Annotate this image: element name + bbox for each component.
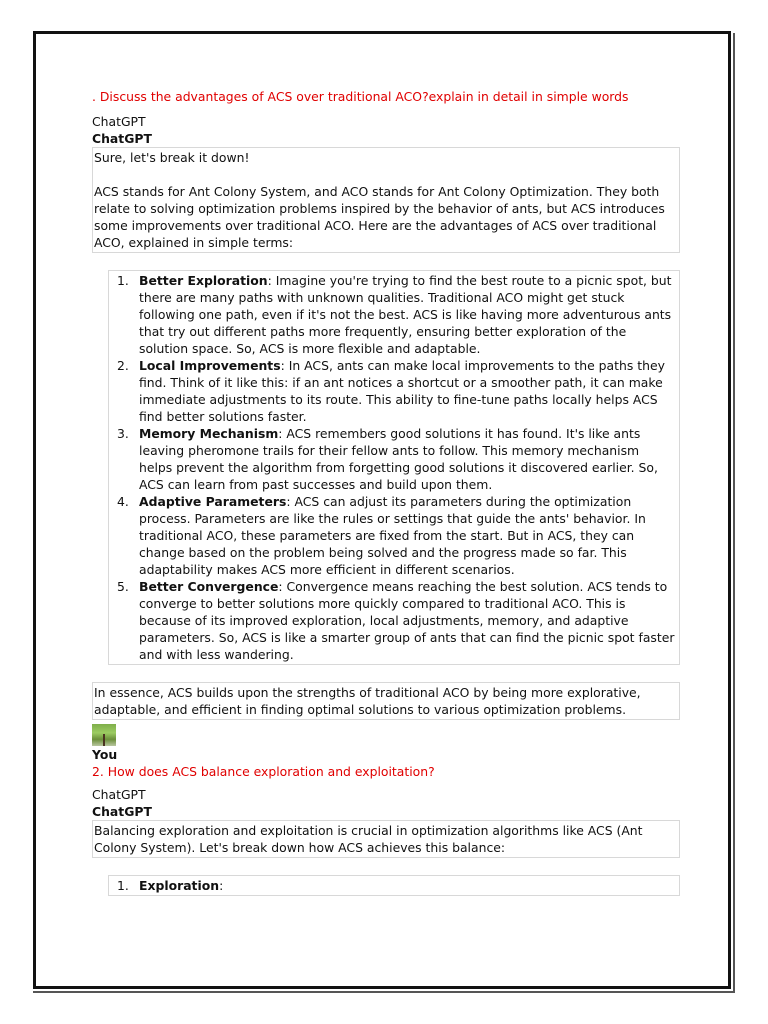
list-item-text: : ACS can adjust its parameters during the optimization process. Parameters are like the rules or settings that guide the ants' behavior. In traditional ACO, these parameters are fixed from the start. But in ACS, they can change based on the problem being solved and the progress made so far. This adaptability makes ACS more efficient in different scenarios. xyxy=(139,494,646,577)
page-shadow-bottom xyxy=(33,991,735,993)
question-2: 2. How does ACS balance exploration and exploitation? xyxy=(92,764,435,779)
list-item-text: : Imagine you're trying to find the best route to a picnic spot, but there are many paths with unknown qualities. Traditional ACO might get stuck following one path, even if it's not the best. ACS is like having more adventurous ants that try out different paths more frequently, ensuring better exploration of the solution space. So, ACS is more flexible and adaptable. xyxy=(139,273,672,356)
list-number: 3. xyxy=(117,426,129,441)
balance-list-box xyxy=(108,875,680,896)
chatgpt-label-plain: ChatGPT xyxy=(92,114,146,129)
list-item xyxy=(109,493,676,578)
list-item-title: Exploration xyxy=(139,878,220,893)
list-item-text: : Convergence means reaching the best solution. ACS tends to converge to better solutions more quickly compared to traditional ACO. This is because of its improved exploration, local adjustments, memory, and adaptive parameters. So, ACS is like a smarter group of ants that can find the picnic spot faster and with less wandering. xyxy=(139,579,675,662)
list-item xyxy=(109,877,676,894)
list-item-title: Memory Mechanism xyxy=(139,426,279,441)
list-item xyxy=(109,425,676,493)
essence-paragraph: In essence, ACS builds upon the strengths of traditional ACO by being more explorative, adaptable, and efficient in finding optimal solutions to various optimization problems. xyxy=(94,685,641,717)
list-item xyxy=(109,272,676,357)
intro-paragraph-2: ACS stands for Ant Colony System, and ACO stands for Ant Colony Optimization. They both relate to solving optimization problems inspired by the behavior of ants, but ACS introduces some improvements over traditional ACO. Here are the advantages of ACS over traditional ACO, explained in simple terms: xyxy=(94,184,665,250)
advantages-list xyxy=(109,272,676,663)
list-number: 2. xyxy=(117,358,129,373)
you-label: You xyxy=(92,747,118,762)
advantages-box xyxy=(108,270,680,665)
essence-box xyxy=(92,682,680,720)
list-item xyxy=(109,357,676,425)
question-1: . Discuss the advantages of ACS over traditional ACO?explain in detail in simple words xyxy=(92,89,629,104)
list-number: 5. xyxy=(117,579,129,594)
list-item-text: : In ACS, ants can make local improvements to the paths they find. Think of it like this: if an ant notices a shortcut or a smoother path, it can make immediate adjustments to its route. This ability to fine-tune paths locally helps ACS find better solutions faster. xyxy=(139,358,665,424)
list-number: 1. xyxy=(117,878,129,893)
balance-intro-box xyxy=(92,820,680,858)
balance-list xyxy=(109,877,676,894)
list-item-text: : xyxy=(219,878,224,893)
document-content xyxy=(92,88,680,896)
chatgpt-label-bold: ChatGPT xyxy=(92,131,152,146)
list-item xyxy=(109,578,676,663)
intro-paragraph-1: Sure, let's break it down! xyxy=(94,150,250,165)
chatgpt-label-plain-2: ChatGPT xyxy=(92,787,146,802)
list-item-title: Local Improvements xyxy=(139,358,281,373)
list-item-title: Adaptive Parameters xyxy=(139,494,287,509)
list-item-text: : ACS remembers good solutions it has found. It's like ants leaving pheromone trails for their fellow ants to follow. This memory mechanism helps prevent the algorithm from forgetting good solutions it discovered earlier. So, ACS can learn from past successes and build upon them. xyxy=(139,426,658,492)
list-item-title: Better Convergence xyxy=(139,579,279,594)
list-number: 1. xyxy=(117,273,129,288)
intro-box xyxy=(92,147,680,253)
page-shadow-right xyxy=(733,33,735,993)
chatgpt-label-bold-2: ChatGPT xyxy=(92,804,152,819)
list-number: 4. xyxy=(117,494,129,509)
user-avatar xyxy=(92,724,116,746)
balance-intro-paragraph: Balancing exploration and exploitation is crucial in optimization algorithms like ACS (Ant Colony System). Let's break down how ACS achieves this balance: xyxy=(94,823,643,855)
list-item-title: Better Exploration xyxy=(139,273,268,288)
